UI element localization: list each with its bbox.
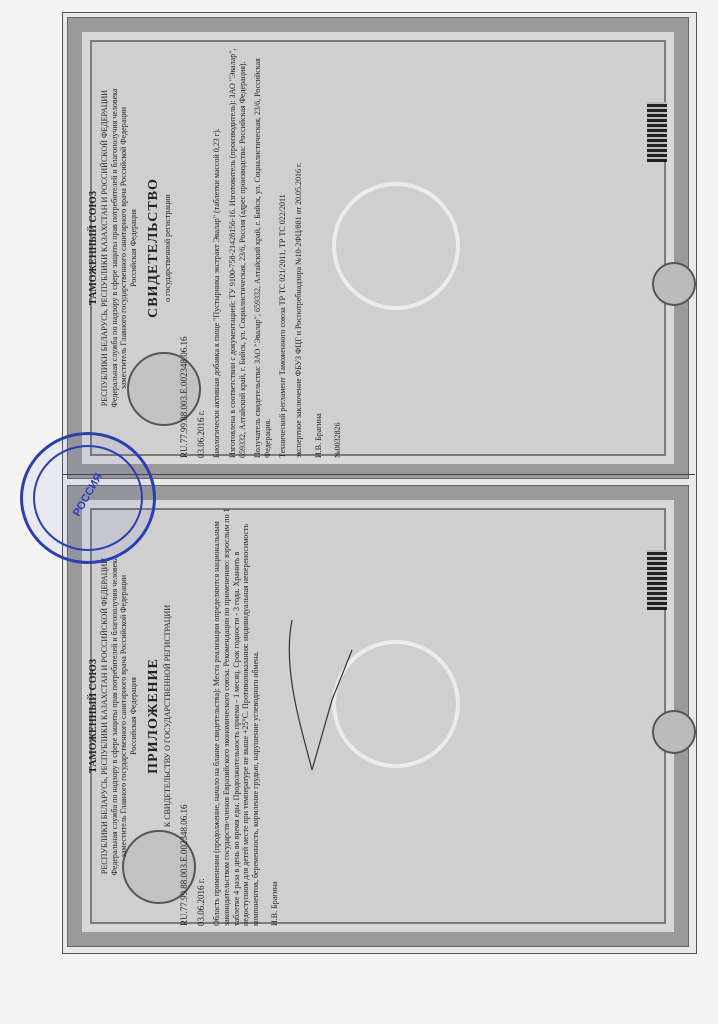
document-subtitle: К СВИДЕТЕЛЬСТВУ О ГОСУДАРСТВЕННОЙ РЕГИСТРАЦИИ: [163, 604, 173, 828]
union-title: ТАМОЖЕННЫЙ СОЮЗ: [88, 658, 99, 774]
scope-description: Область применения (продолжение, начало на бланке свидетельства): Места реализации определяются национальным законодательством государств-членов Евразийского экономического союза. Рекомендации по применению: взрослым по 1 таблетке 4 раза в день во время еды. Продолжительность приема - 1 месяц. Срок годности - 3 года. Хранить в недоступном для детей месте при температуре не выше +25°С. Противопоказания: индивидуальная непереносимость компонентов, беременность, кормление грудью, нарушение углеводного обмена.: [212, 508, 260, 926]
manufacturer-info: Изготовлена в соответствии с документацией: ТУ 9100-758-21428156-16. Изготовитель (производитель): ЗАО "Эвалар", 659332, Алтайский край, г. Бийск, ул. Социалистическая, 23/6, Россия (адрес производства: Российская Федерация).: [227, 48, 247, 458]
signer-name: И.В. Брагина: [313, 413, 323, 458]
agency: Федеральная служба по надзору в сфере защиты прав потребителей и благополучия человека: [109, 88, 119, 408]
signer-name: И.В. Брагина: [270, 881, 280, 926]
serial-number: №0032826: [333, 422, 343, 458]
page-divider: [62, 474, 695, 475]
country: Российская Федерация: [128, 209, 138, 287]
certificate-top: [68, 18, 688, 478]
recipient-info: Получатель свидетельства: ЗАО "Эвалар", 659332, Алтайский край, г. Бийск, ул. Социалистическая, 23/6, Российская Федерация.: [253, 58, 272, 458]
product-description: Биологически активная добавка к пище "Пустырника экстракт Эвалар" (таблетки массой 0,23 г).: [212, 128, 222, 458]
certificate-appendix-inner: [90, 508, 666, 924]
agency-subtitle: заместитель Главного государственного санитарного врача Российской Федерации: [119, 106, 129, 390]
certificate-top-inner: [90, 40, 666, 456]
certificate-top-text: [88, 38, 668, 458]
stamp-text: РОССИЯ: [70, 471, 106, 519]
basis: экспертное заключение ФБУЗ ФЦГ и Роспотребнадзора №10-2ФЦ/881 от 20.05.2016 г.: [293, 162, 303, 458]
union-title: ТАМОЖЕННЫЙ СОЮЗ: [88, 190, 99, 306]
registration-date: 03.06.2016 г.: [195, 410, 206, 458]
regulation: Технический регламент Таможенного союза ТР ТС 021/2011, ТР ТС 022/2011: [278, 194, 288, 458]
document-title: СВИДЕТЕЛЬСТВО: [146, 178, 162, 318]
agency: Федеральная служба по надзору в сфере защиты прав потребителей и благополучия человека: [109, 556, 119, 876]
registration-number: RU.77.99.88.003.Е.002348.06.16: [178, 804, 189, 926]
registration-date: 03.06.2016 г.: [195, 878, 206, 926]
registration-number: RU.77.99.88.003.Е.002348.06.16: [178, 336, 189, 458]
republics: РЕСПУБЛИКИ БЕЛАРУСЬ, РЕСПУБЛИКИ КАЗАХСТАН И РОССИЙСКОЙ ФЕДЕРАЦИИ: [100, 557, 109, 875]
document-title: ПРИЛОЖЕНИЕ: [146, 658, 162, 774]
country: Российская Федерация: [128, 677, 138, 755]
blue-company-stamp: [20, 432, 156, 564]
document-subtitle: о государственной регистрации: [163, 194, 173, 302]
republics: РЕСПУБЛИКИ БЕЛАРУСЬ, РЕСПУБЛИКИ КАЗАХСТАН И РОССИЙСКОЙ ФЕДЕРАЦИИ: [100, 89, 109, 407]
agency-subtitle: заместитель Главного государственного санитарного врача Российской Федерации: [119, 574, 129, 858]
certificate-appendix: [68, 486, 688, 946]
certificate-appendix-text: [88, 506, 668, 926]
